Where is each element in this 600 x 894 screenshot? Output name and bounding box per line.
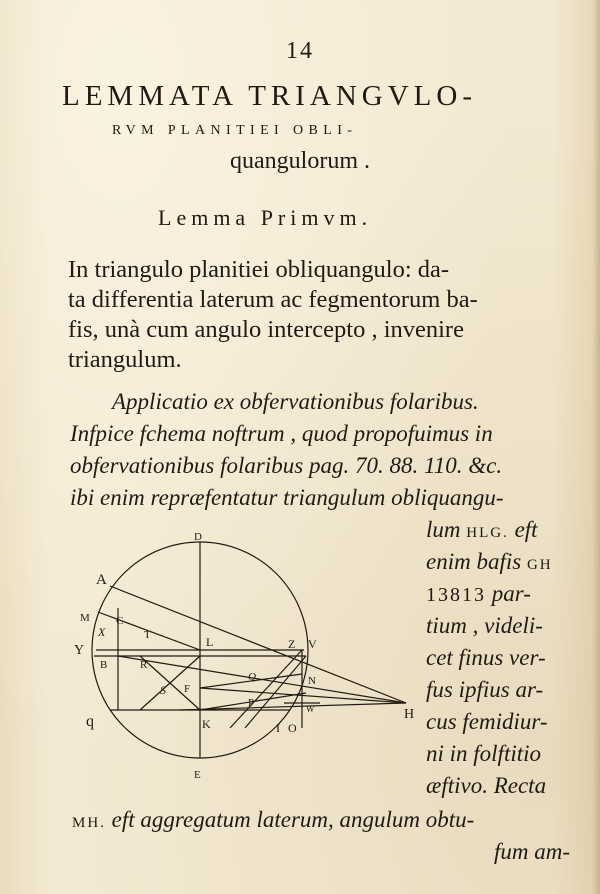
- label-Y: Y: [74, 643, 85, 658]
- title-line-3: quangulorum .: [230, 148, 370, 174]
- side-line-1: lum HLG. eft: [426, 517, 538, 542]
- proposition-line-2: ta differentia laterum ac fegmentorum ba-: [68, 286, 478, 313]
- label-H: H: [404, 707, 415, 722]
- label-B: B: [100, 659, 108, 671]
- bottom-line-1: MH. eft aggregatum laterum, angulum obtu-: [72, 807, 475, 832]
- page-number: 14: [286, 38, 314, 64]
- application-line-1: Applicatio ex obfervationibus folaribus.: [112, 389, 479, 414]
- label-I: I: [276, 721, 280, 735]
- application-line-2: Infpice fchema noftrum , quod propofuimus in: [70, 421, 493, 446]
- side-line-5: cet finus ver-: [426, 645, 546, 670]
- side-line-2: enim bafis GH: [426, 549, 553, 574]
- label-M: M: [80, 612, 90, 624]
- side-line-9: æftivo. Recta: [426, 773, 547, 798]
- side-line-8: ni in folftitio: [426, 741, 542, 766]
- figure-line-AH: [110, 586, 406, 703]
- label-Q: Q: [248, 671, 256, 683]
- label-D: D: [194, 531, 202, 543]
- label-W: W: [306, 704, 315, 714]
- label-Z: Z: [288, 637, 296, 651]
- side-line-7: cus femidiur-: [426, 709, 548, 734]
- label-F: F: [184, 683, 191, 695]
- label-K: K: [202, 717, 211, 731]
- title-line-2: RVM PLANITIEI OBLI-: [112, 123, 358, 138]
- application-line-4: ibi enim repræfentatur triangulum obliquangu-: [70, 485, 504, 510]
- proposition-line-3: fis, unà cum angulo intercepto , invenire: [68, 316, 464, 343]
- label-P: P: [248, 697, 255, 709]
- figure-line-ZO: [230, 650, 302, 728]
- geometry-figure: [70, 528, 420, 788]
- label-E: E: [194, 769, 201, 781]
- label-q: q: [86, 713, 94, 730]
- application-line-3: obfervationibus folaribus pag. 70. 88. 110. &c.: [70, 453, 503, 478]
- label-S: S: [160, 683, 166, 697]
- label-N: N: [308, 675, 316, 687]
- title-line-1: LEMMATA TRIANGVLO-: [62, 80, 477, 112]
- label-L: L: [206, 635, 214, 649]
- page-edge-shadow: [592, 0, 600, 894]
- side-line-6: fus ipfius ar-: [426, 677, 544, 702]
- label-A: A: [96, 572, 107, 588]
- label-C: C: [116, 615, 124, 627]
- bottom-line-2: fum am-: [494, 839, 571, 864]
- side-line-3: 13813 par-: [426, 581, 531, 606]
- side-line-4: tium , videli-: [426, 613, 543, 638]
- proposition-line-1: In triangulo planitiei obliquangulo: da-: [68, 256, 450, 283]
- label-R: R: [140, 659, 148, 671]
- label-O: O: [288, 721, 297, 735]
- proposition-line-4: triangulum.: [68, 346, 182, 373]
- label-V: V: [308, 637, 317, 651]
- lemma-heading: Lemma Primvm.: [158, 205, 373, 230]
- label-T: T: [144, 629, 151, 641]
- label-X: X: [98, 625, 106, 639]
